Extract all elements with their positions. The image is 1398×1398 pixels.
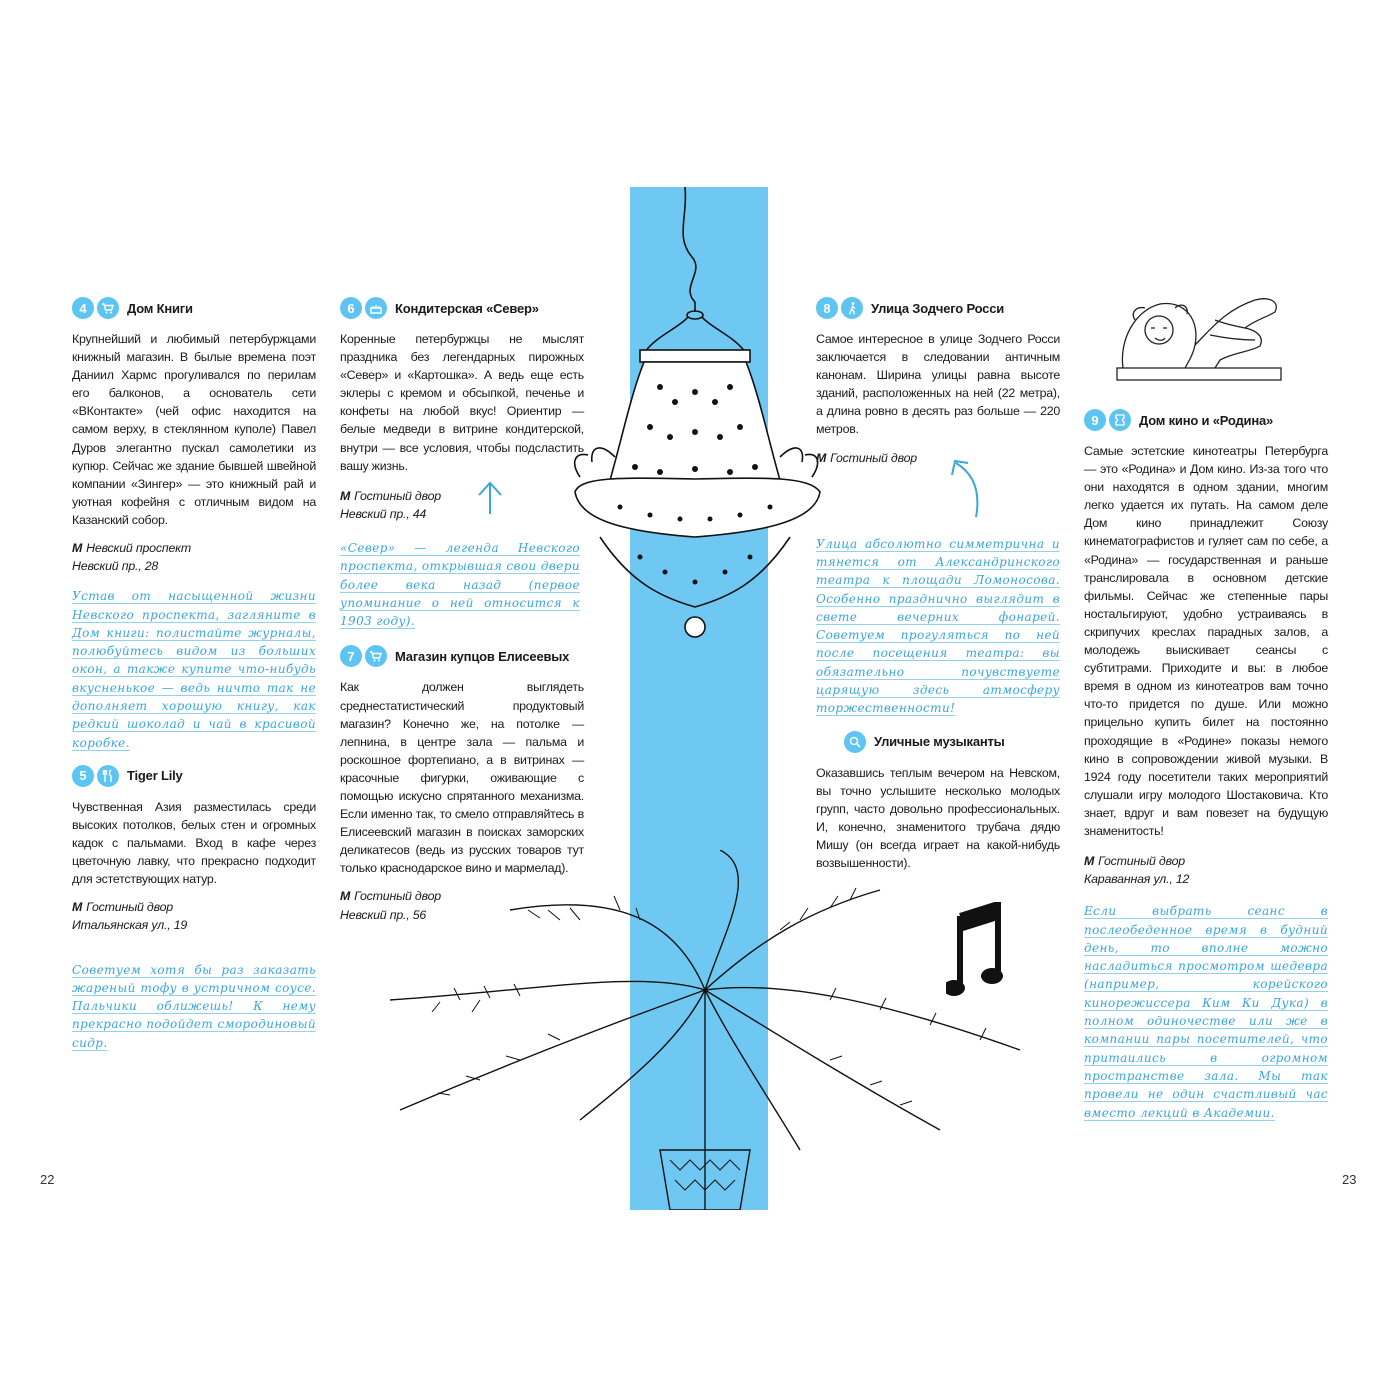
metro-station: Гостиный двор bbox=[1098, 854, 1185, 869]
tip-text: Если выбрать сеанс в послеобеденное время в будний день, то вполне можно насладиться просмотром шедевра (например, корейского кинорежиссера Ким Ки Дука) в полном одиночестве или же в компании пары посетителей, что притаились в огромном пространстве зала. Мы так провели не один счастливый час вместо лекций в Академии. bbox=[1084, 904, 1328, 1120]
entry-6-header bbox=[340, 296, 584, 320]
entry-title: Дом кино и «Родина» bbox=[1139, 412, 1274, 428]
search-icon bbox=[844, 731, 866, 753]
metro-station: Гостиный двор bbox=[354, 889, 441, 904]
entry-4-header bbox=[72, 296, 316, 320]
metro-station: Гостиный двор bbox=[86, 900, 173, 915]
music-note-icon bbox=[946, 902, 1014, 998]
entry-5-header bbox=[72, 764, 316, 788]
column-2 bbox=[340, 296, 584, 924]
metro-station: Гостиный двор bbox=[354, 488, 441, 503]
column-3 bbox=[816, 296, 1060, 872]
entry-number-badge: 6 bbox=[340, 297, 362, 319]
entry-title: Улица Зодчего Росси bbox=[871, 300, 1005, 316]
metro-icon: М bbox=[1084, 854, 1095, 869]
entry-7-header bbox=[340, 644, 584, 668]
entry-9-header bbox=[1084, 408, 1328, 432]
entry-title: Магазин купцов Елисеевых bbox=[395, 648, 570, 664]
address: Невский пр., 44 bbox=[340, 506, 427, 521]
entry-number-badge: 4 bbox=[72, 297, 94, 319]
address: Итальянская ул., 19 bbox=[72, 918, 188, 933]
metro-station: Невский проспект bbox=[86, 541, 192, 556]
metro-line bbox=[340, 487, 584, 505]
entry-text: Оказавшись теплым вечером на Невском, вы точно услышите несколько молодых групп, часто довольно профессиональных. И, конечно, знаменитого трубача дядю Мишу (он всегда играет на какой-нибудь возвышенности). bbox=[816, 765, 1060, 871]
metro-icon: М bbox=[816, 450, 827, 465]
walk-icon bbox=[841, 297, 863, 319]
metro-line bbox=[72, 539, 316, 557]
entry-title: Кондитерская «Север» bbox=[395, 300, 539, 316]
metro-line bbox=[340, 887, 584, 905]
column-4 bbox=[1084, 408, 1328, 1122]
entry-title: Дом Книги bbox=[127, 300, 193, 316]
metro-icon: М bbox=[340, 488, 351, 503]
entry-text: Самое интересное в улице Зодчего Росси заключается в следовании античным канонам. Ширина улицы равна высоте зданий, расположенных на ней (22 метра), а длина ровно в десять раз больше — 220 метров. bbox=[816, 332, 1060, 437]
cutlery-icon bbox=[97, 765, 119, 787]
cart-icon bbox=[365, 645, 387, 667]
metro-line bbox=[816, 449, 1060, 467]
entry-number-badge: 8 bbox=[816, 297, 838, 319]
entry-text: Коренные петербуржцы не мыслят праздника без легендарных пирожных «Север» и «Картошка». А ведь еще есть эклеры с кремом и обсыпкой, печенье и конфеты на любой вкус! Ориентир — белые медведи в витрине кондитерской, внутри — все условия, чтобы подсластить вашу жизнь. bbox=[340, 332, 584, 473]
metro-line bbox=[72, 898, 316, 916]
page-number-right: 23 bbox=[1342, 1172, 1357, 1187]
tip-text: Советуем хотя бы раз заказать жареный тофу в устричном соусе. Пальчики оближешь! К нему прекрасно подойдет смородиновый сидр. bbox=[72, 962, 316, 1050]
cart-icon bbox=[97, 297, 119, 319]
cake-icon bbox=[365, 297, 387, 319]
chandelier-illustration bbox=[560, 187, 840, 647]
sphinx-illustration bbox=[1115, 290, 1283, 382]
entry-text: Крупнейший и любимый петербуржцами книжный магазин. В былые времена поэт Даниил Хармс прогуливался по перилам его балконов, а основатель сети «ВКонтакте» (чей офис находится на самом верху, в стеклянном куполе) Павел Дуров элегантно пускал самолетики из купюр. Сейчас же здание бывшей швейной компании «Зингер» — это книжный рай и уютная кофейня с отличным видом на Казанский собор. bbox=[72, 332, 316, 527]
address: Караванная ул., 12 bbox=[1084, 872, 1190, 887]
tip-text: «Север» — легенда Невского проспекта, открывшая свои двери более века назад (первое упоминание о ней относится к 1903 году). bbox=[340, 540, 580, 629]
entry-8-header bbox=[816, 296, 1060, 320]
metro-icon: М bbox=[340, 889, 351, 904]
address: Невский пр., 28 bbox=[72, 559, 159, 574]
entry-title: Уличные музыканты bbox=[874, 734, 1005, 750]
metro-line bbox=[1084, 852, 1328, 870]
page-number-left: 22 bbox=[40, 1172, 55, 1187]
entry-text: Как должен выглядеть среднестатистический продуктовый магазин? Конечно же, на потолке — лепнина, в центре зала — пальма и роскошное фортепиано, а в витринах — красочные фигурки, оживающие с помощью искусно спрятанного механизма. Если именно так, то смело отправляйтесь в Елисеевский магазин в поисках заморских деликатесов (ведь из русских товаров тут только краснодарское вино и мармелад). bbox=[340, 680, 584, 876]
tip-text: Улица абсолютно симметрична и тянется от Александринского театра к площади Ломоносова. Особенно празднично выглядит в свете вечерних фонарей. Советуем прогуляться по ней после посещения театра: вы обязательно почувствуете царящую здесь атмосферу торжественности! bbox=[816, 536, 1060, 716]
entry-text: Самые эстетские кинотеатры Петербурга — это «Родина» и Дом кино. Из-за того что они находятся в одном здании, многим легко удается их путать. На самом деле Дом кино принадлежит Союзу кинематографистов и гуляет сам по себе, а «Родина» — государственная и раньше транслировала в основном детские фильмы. Сейчас же степенные пары ностальгируют, удобно устраиваясь в скрипучих креслах парадных залов, а молодежь выискивает сеансы с субтитрами. Приходите и вы: в любое время в одном из кинотеатров вам точно что-то придется по душе. Или можно прицельно купить билет на постоянно проходящие в «Родине» показы немого кино в сопровождении живой музыки. В 1924 году посетители таких мероприятий слушали игру молодого Шостаковича. Кто знает, вдруг и вам повезет на будущую знаменитость! bbox=[1084, 444, 1328, 838]
entry-number-badge: 5 bbox=[72, 765, 94, 787]
metro-station: Гостиный двор bbox=[830, 450, 917, 465]
entry-text: Чувственная Азия разместилась среди высоких потолков, белых стен и огромных кадок с пальмами. Вход в кафе через цветочную лавку, что прекрасно подходит для эстетствующих натур. bbox=[72, 799, 316, 887]
address: Невский пр., 56 bbox=[340, 907, 427, 922]
column-1 bbox=[72, 296, 316, 1052]
metro-icon: М bbox=[72, 900, 83, 915]
musicians-header bbox=[816, 730, 1060, 754]
entry-number-badge: 9 bbox=[1084, 409, 1106, 431]
entry-title: Tiger Lily bbox=[127, 768, 183, 784]
tip-text: Устав от насыщенной жизни Невского проспекта, загляните в Дом книги: полистайте журналы, полюбуйтесь видом из больших окон, а также купите что-нибудь вкусненькое — ведь ничто так не дополняет хорошую книгу, как редкий шоколад и чай в красивой коробке. bbox=[72, 589, 316, 750]
ticket-icon bbox=[1109, 409, 1131, 431]
metro-icon: М bbox=[72, 541, 83, 556]
entry-number-badge: 7 bbox=[340, 645, 362, 667]
